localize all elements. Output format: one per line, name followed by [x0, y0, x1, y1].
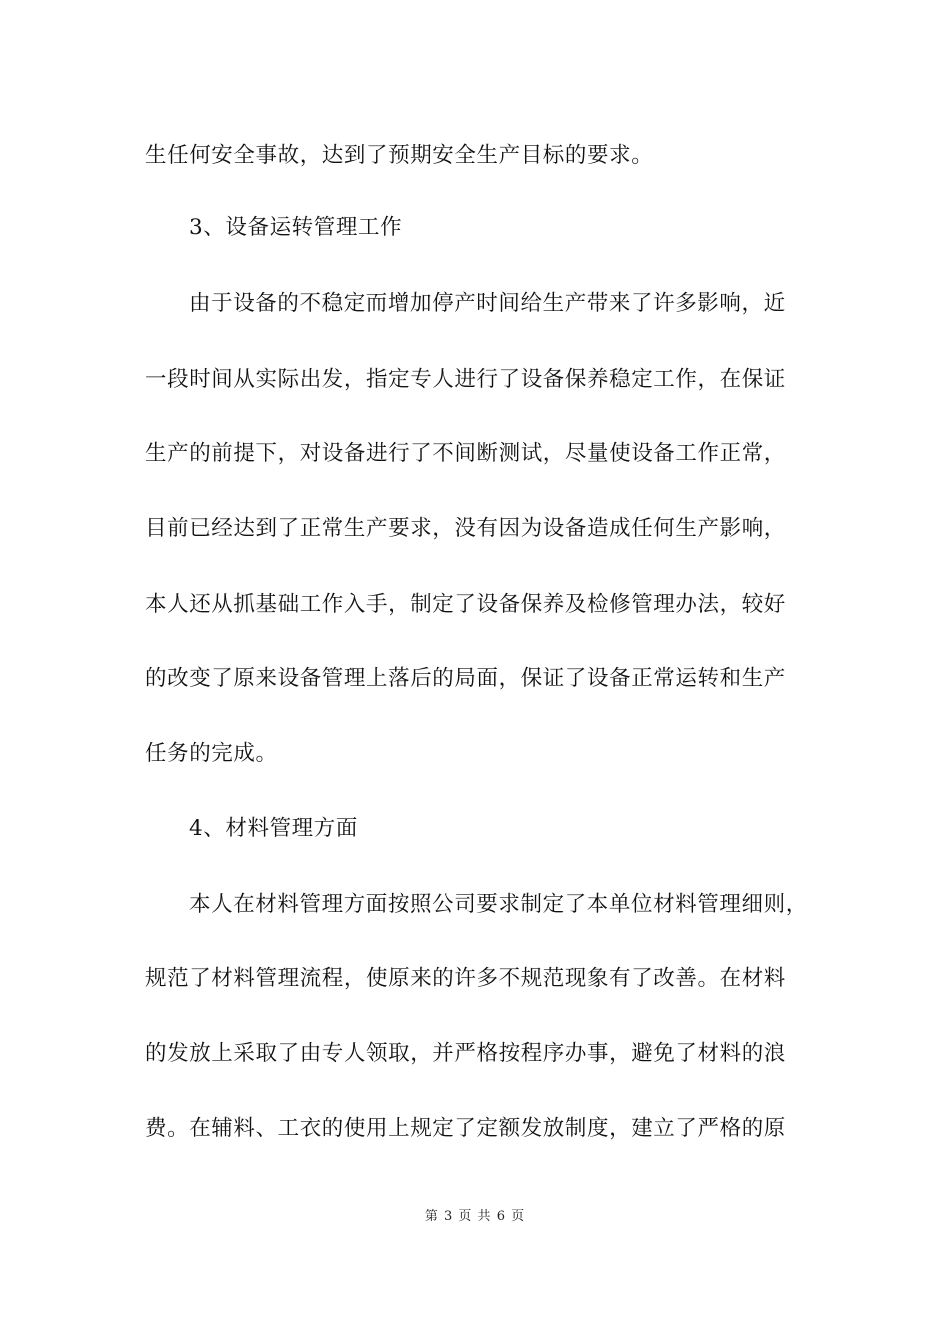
paragraph-line: 规范了材料管理流程，使原来的许多不规范现象有了改善。在材料 [145, 966, 786, 991]
section-heading: 3、设备运转管理工作 [189, 215, 403, 240]
paragraph-line: 的改变了原来设备管理上落后的局面，保证了设备正常运转和生产 [145, 666, 786, 691]
paragraph-line: 一段时间从实际出发，指定专人进行了设备保养稳定工作，在保证 [145, 367, 786, 392]
page-number-footer: 第 3 页 共 6 页 [424, 1209, 526, 1224]
paragraph-line: 本人还从抓基础工作入手，制定了设备保养及检修管理办法，较好 [145, 592, 786, 617]
paragraph-line: 费。在辅料、工衣的使用上规定了定额发放制度，建立了严格的原 [145, 1116, 786, 1141]
paragraph-line: 生产的前提下，对设备进行了不间断测试，尽量使设备工作正常， [145, 441, 786, 466]
paragraph-line: 由于设备的不稳定而增加停产时间给生产带来了许多影响，近 [189, 291, 786, 316]
paragraph-line: 的发放上采取了由专人领取，并严格按程序办事，避免了材料的浪 [145, 1041, 786, 1066]
paragraph-line: 任务的完成。 [145, 741, 278, 766]
paragraph-line: 本人在材料管理方面按照公司要求制定了本单位材料管理细则， [189, 892, 808, 917]
paragraph-line: 生任何安全事故，达到了预期安全生产目标的要求。 [145, 143, 654, 168]
section-heading: 4、材料管理方面 [189, 816, 358, 841]
paragraph-line: 目前已经达到了正常生产要求，没有因为设备造成任何生产影响， [145, 516, 786, 541]
